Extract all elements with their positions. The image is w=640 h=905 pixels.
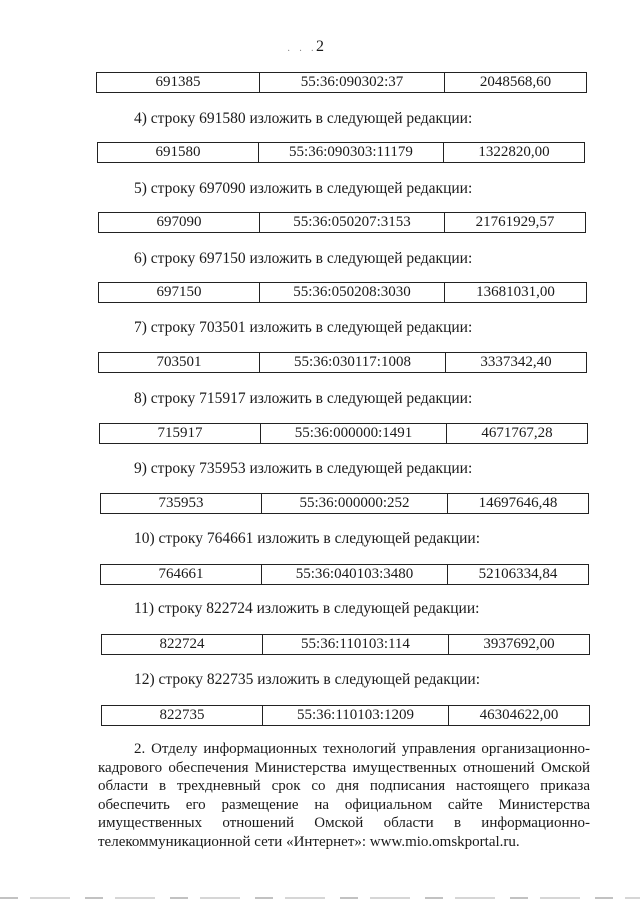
cadastral-cell: 55:36:110103:114 bbox=[262, 635, 448, 654]
code-cell: 691385 bbox=[155, 74, 201, 90]
cadastral-cell: 55:36:090303:11179 bbox=[258, 143, 443, 162]
value-cell: 46304622,00 bbox=[448, 706, 589, 725]
cadastral-cell: 55:36:000000:252 bbox=[261, 494, 447, 513]
cadastral-cell: 55:36:090302:37 bbox=[259, 73, 444, 92]
table-row-4 bbox=[97, 142, 585, 163]
value-cell: 21761929,57 bbox=[444, 213, 585, 232]
cadastral-cell: 55:36:040103:3480 bbox=[261, 565, 447, 584]
value-cell: 3937692,00 bbox=[448, 635, 589, 654]
scan-artifact: · · · bbox=[287, 46, 317, 57]
item-heading-9: 9) строку 735953 изложить в следующей редакции: bbox=[134, 460, 473, 477]
value-cell: 2048568,60 bbox=[444, 73, 586, 92]
cadastral-cell: 55:36:030117:1008 bbox=[259, 353, 445, 372]
cadastral-cell: 55:36:000000:1491 bbox=[260, 424, 446, 443]
cadastral-cell: 55:36:050207:3153 bbox=[259, 213, 444, 232]
paragraph-line: обеспечить его размещение на официальном сайте Министерства bbox=[98, 796, 590, 813]
cadastral-cell: 55:36:110103:1209 bbox=[262, 706, 448, 725]
table-row-6 bbox=[98, 282, 587, 303]
code-cell: 697090 bbox=[156, 214, 202, 230]
code-cell: 691580 bbox=[155, 144, 201, 160]
table-row-8 bbox=[99, 423, 588, 444]
paragraph-line: телекоммуникационной сети «Интернет»: www.mio.omskportal.ru. bbox=[98, 833, 520, 850]
paragraph-line: 2. Отделу информационных технологий управления организационно- bbox=[134, 741, 590, 757]
paragraph-line: кадрового обеспечения Министерства имущественных отношений Омской bbox=[98, 759, 590, 776]
item-heading-5: 5) строку 697090 изложить в следующей редакции: bbox=[134, 180, 473, 197]
table-row-5 bbox=[98, 212, 586, 233]
value-cell: 52106334,84 bbox=[447, 565, 588, 584]
paragraph-line: области в трехдневный срок со дня подписания настоящего приказа bbox=[98, 778, 590, 795]
instruction-paragraph bbox=[98, 740, 590, 852]
value-cell: 14697646,48 bbox=[447, 494, 588, 513]
code-cell: 822724 bbox=[159, 636, 205, 652]
value-cell: 13681031,00 bbox=[444, 283, 586, 302]
item-heading-7: 7) строку 703501 изложить в следующей редакции: bbox=[134, 319, 473, 336]
item-heading-8: 8) строку 715917 изложить в следующей редакции: bbox=[134, 390, 473, 407]
item-heading-12: 12) строку 822735 изложить в следующей редакции: bbox=[134, 671, 481, 688]
page-number: 2 bbox=[316, 38, 324, 55]
table-row-first bbox=[96, 72, 587, 93]
code-cell: 735953 bbox=[158, 495, 204, 511]
table-row-7 bbox=[98, 352, 587, 373]
table-row-11 bbox=[101, 634, 590, 655]
item-heading-11: 11) строку 822724 изложить в следующей редакции: bbox=[134, 600, 480, 617]
scan-edge-artifact bbox=[0, 897, 640, 899]
value-cell: 1322820,00 bbox=[443, 143, 584, 162]
table-row-9 bbox=[100, 493, 589, 514]
code-cell: 764661 bbox=[158, 566, 204, 582]
value-cell: 4671767,28 bbox=[446, 424, 587, 443]
value-cell: 3337342,40 bbox=[445, 353, 586, 372]
table-row-12 bbox=[101, 705, 590, 726]
item-heading-10: 10) строку 764661 изложить в следующей редакции: bbox=[134, 530, 481, 547]
code-cell: 822735 bbox=[159, 707, 205, 723]
code-cell: 715917 bbox=[157, 425, 203, 441]
item-heading-6: 6) строку 697150 изложить в следующей редакции: bbox=[134, 250, 473, 267]
code-cell: 697150 bbox=[156, 284, 202, 300]
item-heading-4: 4) строку 691580 изложить в следующей редакции: bbox=[134, 110, 473, 127]
paragraph-line: имущественных отношений Омской области в информационно- bbox=[98, 815, 590, 832]
table-row-10 bbox=[100, 564, 589, 585]
code-cell: 703501 bbox=[156, 354, 202, 370]
cadastral-cell: 55:36:050208:3030 bbox=[259, 283, 444, 302]
